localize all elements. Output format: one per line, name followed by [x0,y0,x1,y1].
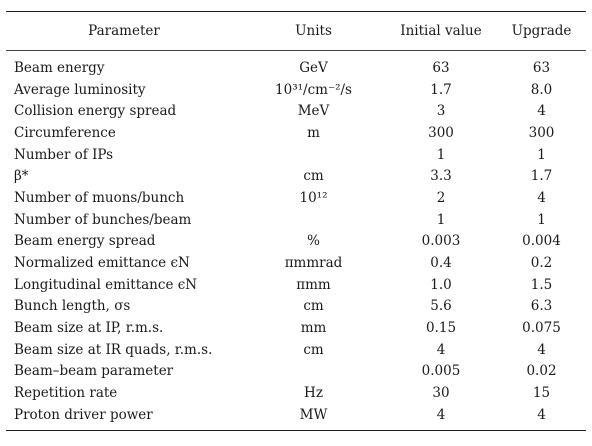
cell-upgrade: 4 [537,103,546,120]
cell-initial-value: 300 [428,124,454,141]
cell-initial-value: 1.0 [430,276,452,293]
cell-initial-value: 0.003 [421,233,461,250]
cell-parameter: Beam size at IR quads, r.m.s. [14,341,213,358]
table-row [6,274,586,296]
table-row [6,339,586,361]
cell-parameter: Beam size at IP, r.m.s. [14,320,164,337]
cell-initial-value: 0.15 [425,320,457,337]
cell-parameter: Number of muons/bunch [14,189,185,206]
table-row [6,51,586,79]
cell-initial-value: 1 [436,146,446,163]
table-body [6,51,586,431]
table-header [6,12,586,51]
cell-upgrade: 1 [537,146,546,163]
cell-upgrade: 0.004 [522,233,561,250]
cell-units: Hz [304,385,323,402]
cell-units: 10³¹/cm⁻²/s [275,81,352,98]
table-row [6,317,586,339]
cell-initial-value: 0.005 [421,363,461,380]
table-row [6,361,586,383]
cell-upgrade: 8.0 [530,81,553,98]
header-row [6,12,586,51]
cell-upgrade: 4 [537,341,546,358]
header-units: Units [295,23,332,39]
cell-upgrade: 63 [532,59,551,76]
table-row [6,252,586,274]
cell-units: πmmrad [284,255,343,272]
cell-parameter: Proton driver power [14,406,153,423]
cell-upgrade: 1.7 [530,168,553,185]
cell-units [242,361,385,383]
table-row [6,231,586,253]
cell-upgrade: 6.3 [530,298,553,315]
table-row [6,296,586,318]
cell-parameter: Bunch length, σs [14,298,131,315]
table-row [6,100,586,122]
cell-parameter: Number of IPs [14,146,114,163]
cell-units: πmm [296,276,331,293]
table-row [6,187,586,209]
cell-initial-value: 4 [436,406,446,423]
cell-initial-value: 0.4 [430,255,452,272]
cell-parameter: Repetition rate [14,385,118,402]
cell-initial-value: 2 [436,189,446,206]
cell-parameter: Normalized emittance ϵN [14,255,190,272]
table-row [6,165,586,187]
cell-initial-value: 1.7 [430,81,452,98]
cell-upgrade: 4 [537,406,546,423]
cell-initial-value: 4 [436,341,446,358]
cell-upgrade: 1 [537,211,546,228]
table-row [6,122,586,144]
cell-upgrade: 300 [528,124,555,141]
cell-units: 10¹² [299,189,328,206]
cell-units: cm [303,298,324,315]
cell-units: % [307,233,320,250]
header-upgrade: Upgrade [511,23,572,39]
cell-parameter: β* [14,168,29,185]
cell-units: mm [300,320,327,337]
cell-upgrade: 0.02 [526,363,557,380]
cell-units: m [307,124,320,141]
header-parameter: Parameter [88,23,160,39]
table-row [6,382,586,404]
cell-initial-value: 63 [432,59,450,76]
table-row [6,209,586,231]
cell-upgrade: 0.075 [522,320,561,337]
cell-upgrade: 4 [537,189,546,206]
table-row [6,144,586,166]
table-row [6,79,586,101]
cell-units: MW [299,406,328,423]
header-initial-value: Initial value [400,23,482,39]
cell-parameter: Beam energy [14,59,105,76]
cell-initial-value: 5.6 [430,298,452,315]
cell-initial-value: 1 [436,211,446,228]
cell-upgrade: 0.2 [530,255,553,272]
cell-upgrade: 15 [532,385,551,402]
cell-units: cm [303,168,324,185]
cell-units: GeV [299,59,328,76]
cell-initial-value: 3.3 [430,168,452,185]
cell-parameter: Collision energy spread [14,103,177,120]
cell-initial-value: 30 [432,385,450,402]
cell-units: cm [303,341,324,358]
cell-units: MeV [297,103,330,120]
table-row [6,404,586,430]
cell-units [242,144,385,166]
cell-parameter: Average luminosity [14,81,146,98]
cell-units [242,209,385,231]
parameters-table [6,11,586,431]
cell-parameter: Beam energy spread [14,233,156,250]
cell-parameter: Beam–beam parameter [14,363,174,380]
cell-initial-value: 3 [436,103,446,120]
cell-parameter: Circumference [14,124,116,141]
cell-upgrade: 1.5 [530,276,553,293]
cell-parameter: Longitudinal emittance ϵN [14,276,198,293]
cell-parameter: Number of bunches/beam [14,211,192,228]
